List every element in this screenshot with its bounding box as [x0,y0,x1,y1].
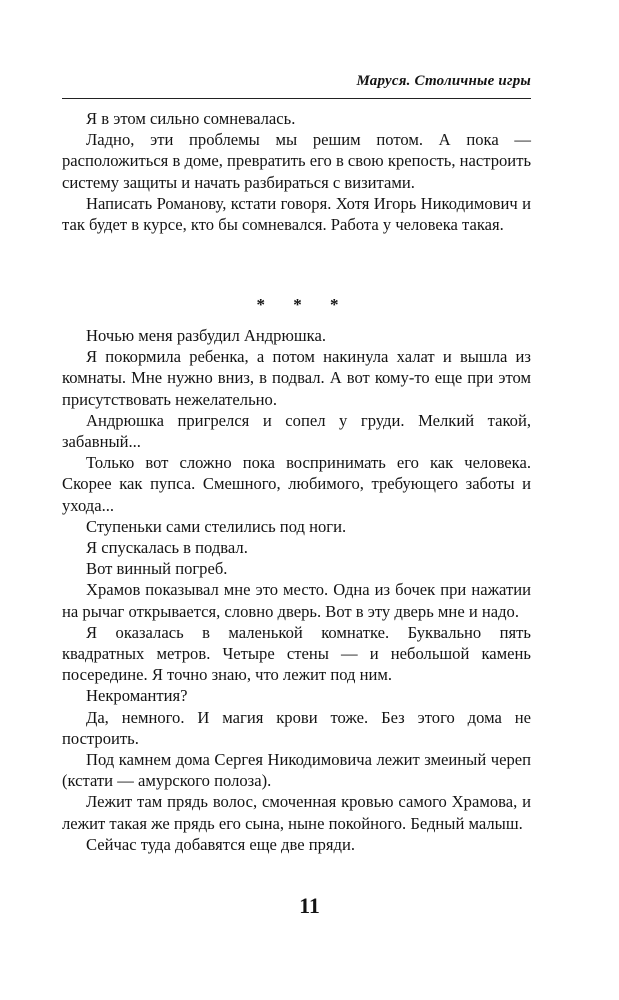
paragraph: Сейчас туда добавятся еще две пряди. [86,834,356,854]
paragraph: Я покормила ребенка, а потом накинула халат и вышла из комнаты. Мне нужно вниз, в подвал. А вот кому-то еще при этом присутствовать нежелательно. [62,347,531,409]
paragraph: Лежит там прядь волос, смоченная кровью самого Храмова, и лежит такая же прядь его сына, ныне покойного. Бедный малыш. [62,792,531,833]
paragraph: Вот винный погреб. [86,559,228,579]
text-section-2 [62,325,531,855]
paragraph: Я оказалась в маленькой комнатке. Буквально пять квадратных метров. Четыре стены — и небольшой камень посередине. Я точно знаю, что лежит под ним. [62,622,531,685]
paragraph: Только вот сложно пока воспринимать его как человека. Скорее как пупса. Смешного, любимого, требующего заботы и ухода... [62,453,531,515]
paragraph: Под камнем дома Сергея Никодимовича лежит змеиный череп (кстати — амурского полоза). [62,750,531,791]
paragraph: Андрюшка пригрелся и сопел у груди. Мелкий такой, забавный... [62,410,531,452]
paragraph: Ступеньки сами стелились под ноги. [86,516,347,536]
paragraph: Ночью меня разбудил Андрюшка. [86,326,326,345]
paragraph: Да, немного. И магия крови тоже. Без этого дома не построить. [62,707,531,748]
paragraph: Я в этом сильно сомневалась. [86,109,296,128]
running-header [62,72,531,99]
paragraph: Некромантия? [86,686,188,706]
paragraph: Ладно, эти проблемы мы решим потом. А пока — расположиться в доме, превратить его в свою крепость, настроить систему защиты и начать разбираться с визитами. [62,130,532,192]
paragraph: Написать Романову, кстати говоря. Хотя Игорь Никодимович и так будет в курсе, кто бы сомневался. Работа у человека такая. [62,193,531,235]
section-separator: * * * [256,295,351,314]
text-section-1 [62,108,531,235]
paragraph: Храмов показывал мне это место. Одна из бочек при нажатии на рычаг открывается, словно дверь. Вот в эту дверь мне и надо. [62,580,531,621]
running-title: Маруся. Столичные игры [356,73,531,89]
page-number: 11 [299,893,320,918]
paragraph: Я спускалась в подвал. [86,538,248,558]
